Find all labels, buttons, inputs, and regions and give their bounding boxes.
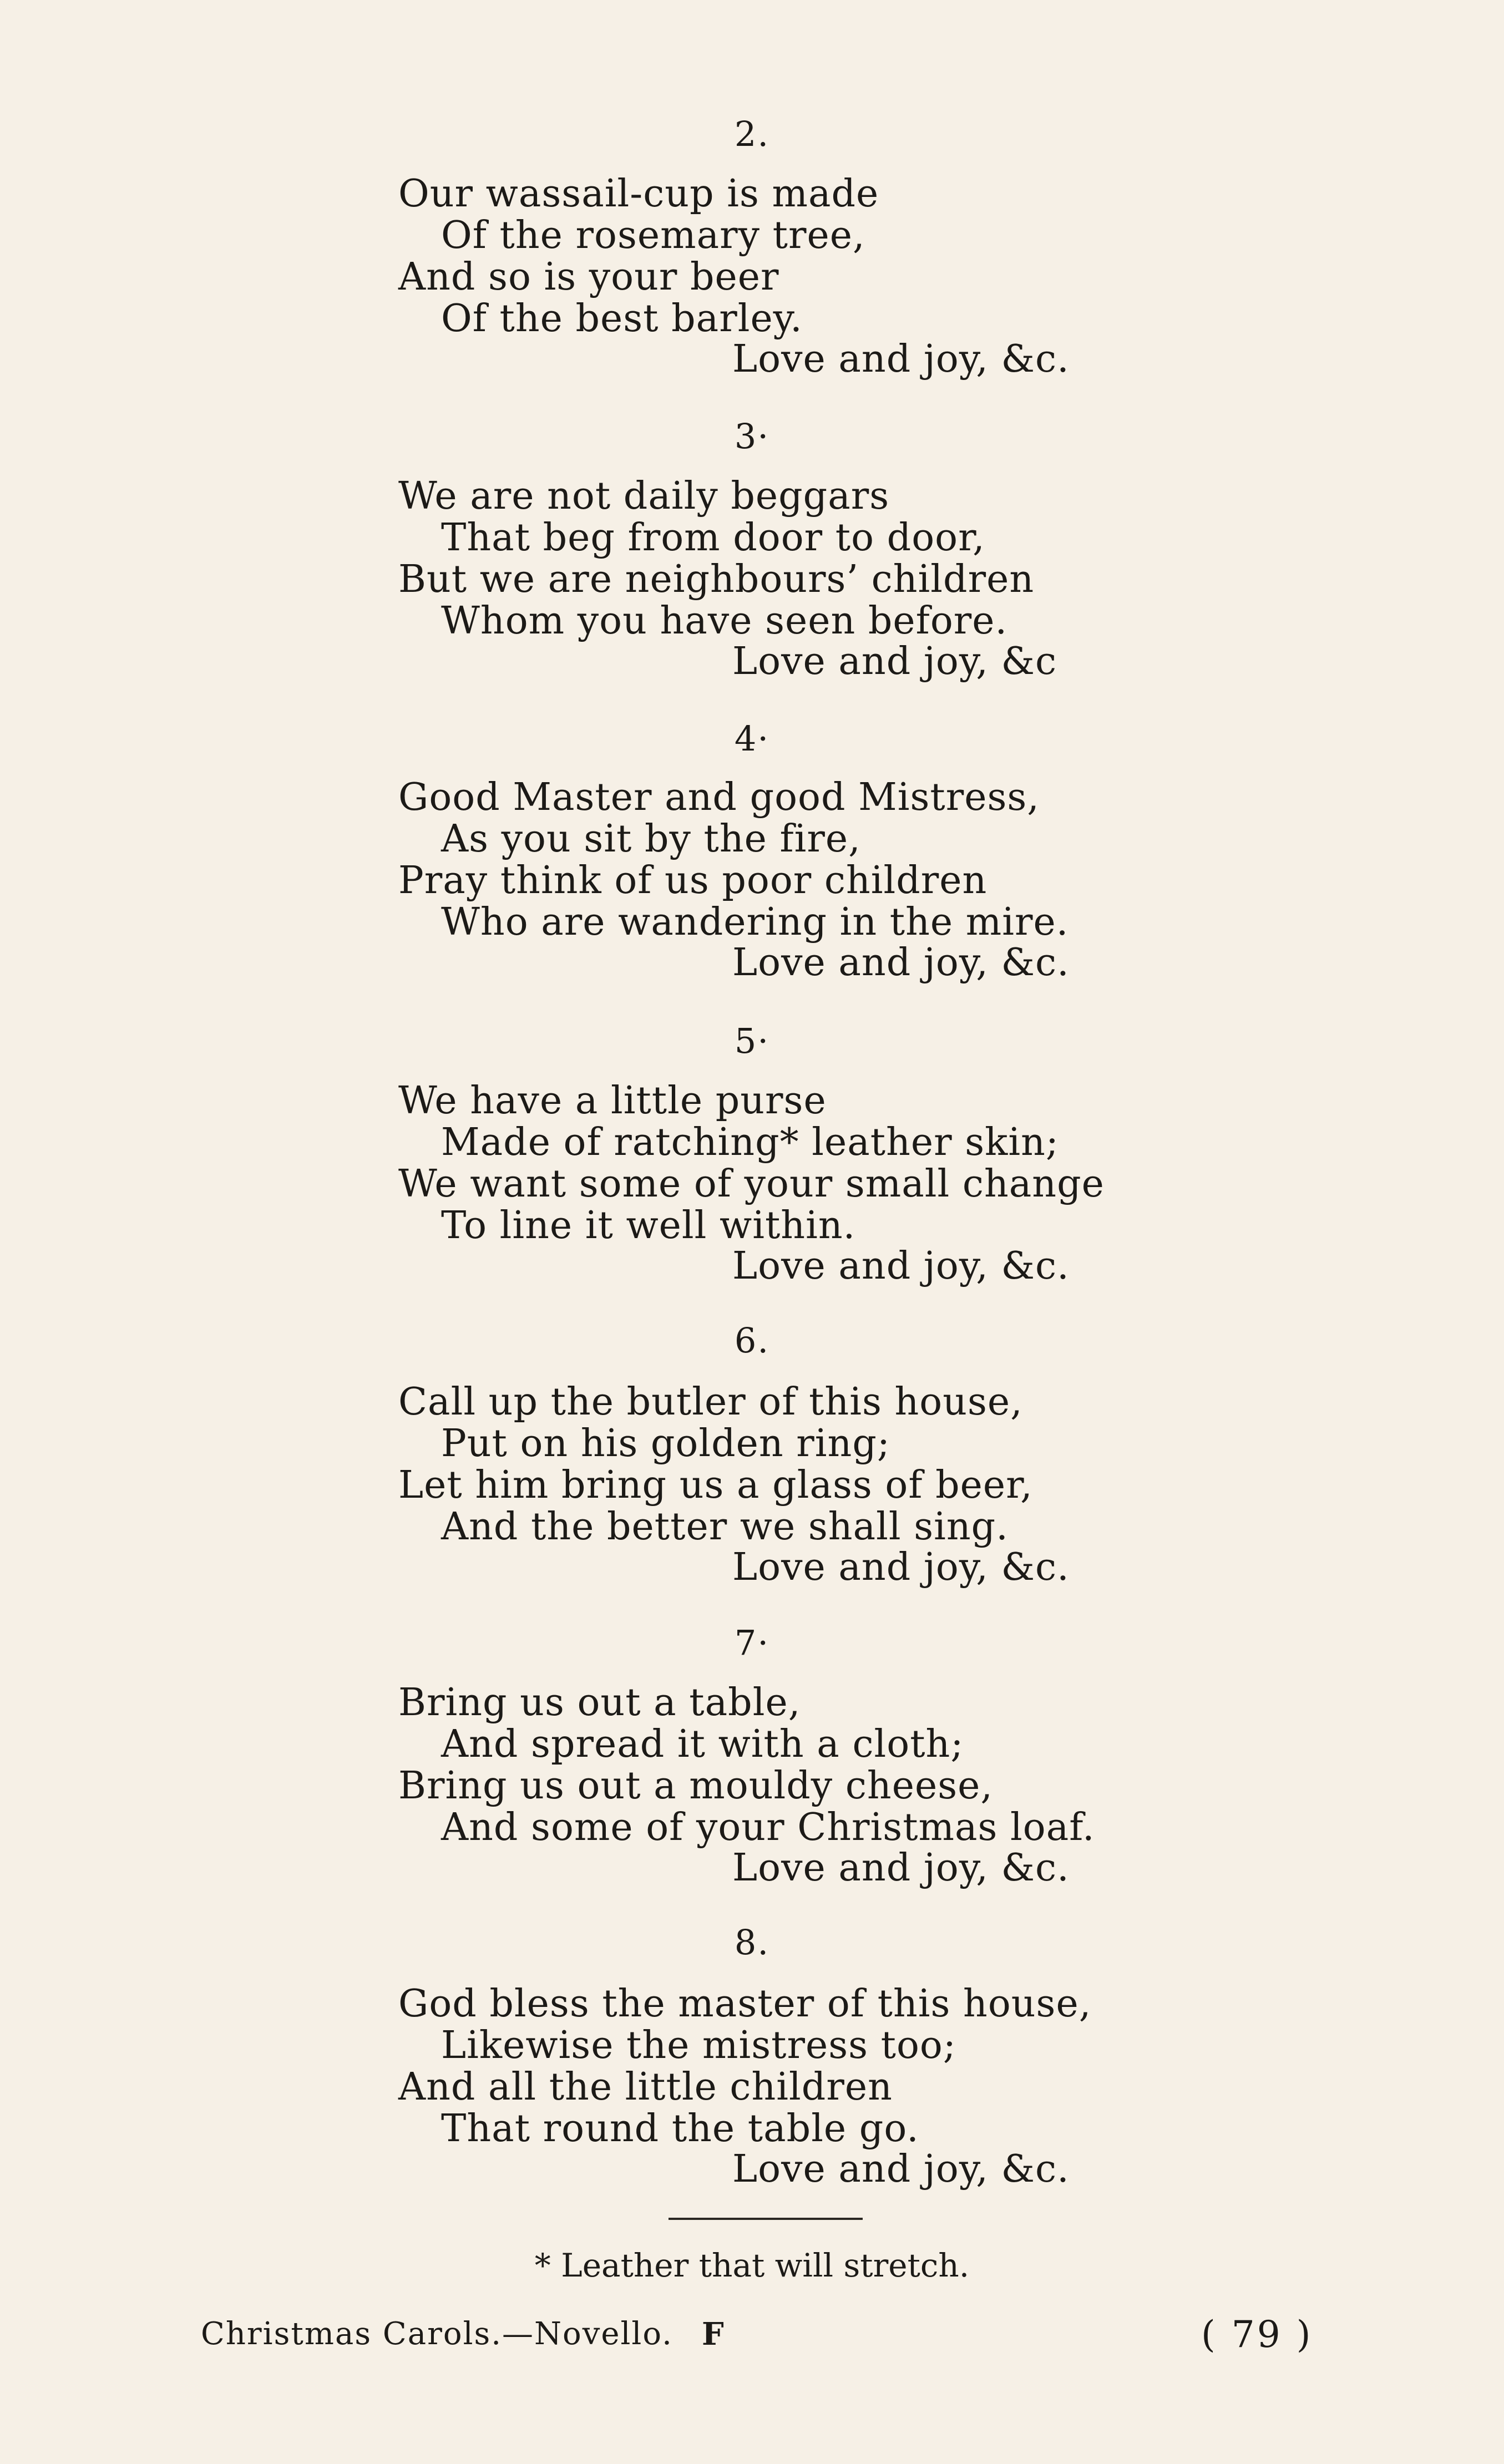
footer-source: Christmas Carols.—Novello. bbox=[201, 2316, 673, 2352]
verse-line: And the better we shall sing. bbox=[441, 1505, 1009, 1549]
refrain-line: Love and joy, &c bbox=[732, 640, 1057, 683]
verse-line: We are not daily beggars bbox=[398, 474, 890, 518]
verse-line: Our wassail-cup is made bbox=[398, 172, 879, 216]
verse-line: Pray think of us poor children bbox=[398, 859, 988, 903]
verse-line: We want some of your small change bbox=[398, 1162, 1105, 1206]
verse-line: Likewise the mistress too; bbox=[441, 2024, 956, 2067]
verse-line: Made of ratching* leather skin; bbox=[441, 1121, 1059, 1164]
verse-line: We have a little purse bbox=[398, 1079, 827, 1123]
stanza-number: 5· bbox=[734, 1021, 770, 1061]
verse-line: Good Master and good Mistress, bbox=[398, 775, 1040, 819]
page-number: ( 79 ) bbox=[1201, 2313, 1313, 2356]
verse-line: That round the table go. bbox=[441, 2107, 919, 2151]
stanza-number: 7· bbox=[734, 1623, 770, 1663]
verse-line: Bring us out a table, bbox=[398, 1681, 801, 1725]
verse-line: Put on his golden ring; bbox=[441, 1422, 890, 1466]
signature-mark: F bbox=[702, 2316, 724, 2353]
verse-line: To line it well within. bbox=[441, 1204, 856, 1248]
stanza-number: 2. bbox=[734, 114, 770, 154]
stanza-number: 3· bbox=[734, 416, 770, 457]
verse-line: And all the little children bbox=[398, 2065, 893, 2109]
verse-line: Who are wandering in the mire. bbox=[441, 900, 1069, 944]
stanza-number: 6. bbox=[734, 1320, 770, 1361]
refrain-line: Love and joy, &c. bbox=[732, 941, 1070, 985]
verse-line: And so is your beer bbox=[398, 255, 779, 299]
refrain-line: Love and joy, &c. bbox=[732, 2147, 1070, 2191]
stanza-number: 4· bbox=[734, 718, 770, 759]
verse-line: Let him bring us a glass of beer, bbox=[398, 1463, 1033, 1507]
refrain-line: Love and joy, &c. bbox=[732, 337, 1070, 381]
verse-line: Whom you have seen before. bbox=[441, 599, 1008, 643]
verse-line: Of the best barley. bbox=[441, 297, 803, 341]
verse-line: Bring us out a mouldy cheese, bbox=[398, 1764, 993, 1808]
verse-line: Call up the butler of this house, bbox=[398, 1380, 1023, 1424]
refrain-line: Love and joy, &c. bbox=[732, 1846, 1070, 1890]
footnote-divider bbox=[669, 2218, 863, 2220]
verse-line: As you sit by the fire, bbox=[441, 817, 861, 861]
verse-line: But we are neighbours’ children bbox=[398, 557, 1035, 601]
verse-line: And some of your Christmas loaf. bbox=[441, 1806, 1095, 1849]
verse-line: God bless the master of this house, bbox=[398, 1982, 1092, 2026]
refrain-line: Love and joy, &c. bbox=[732, 1545, 1070, 1589]
verse-line: Of the rosemary tree, bbox=[441, 214, 865, 257]
refrain-line: Love and joy, &c. bbox=[732, 1244, 1070, 1288]
stanza-number: 8. bbox=[734, 1922, 770, 1963]
verse-line: And spread it with a cloth; bbox=[441, 1722, 964, 1766]
verse-line: That beg from door to door, bbox=[441, 516, 985, 560]
footnote: * Leather that will stretch. bbox=[534, 2247, 970, 2284]
